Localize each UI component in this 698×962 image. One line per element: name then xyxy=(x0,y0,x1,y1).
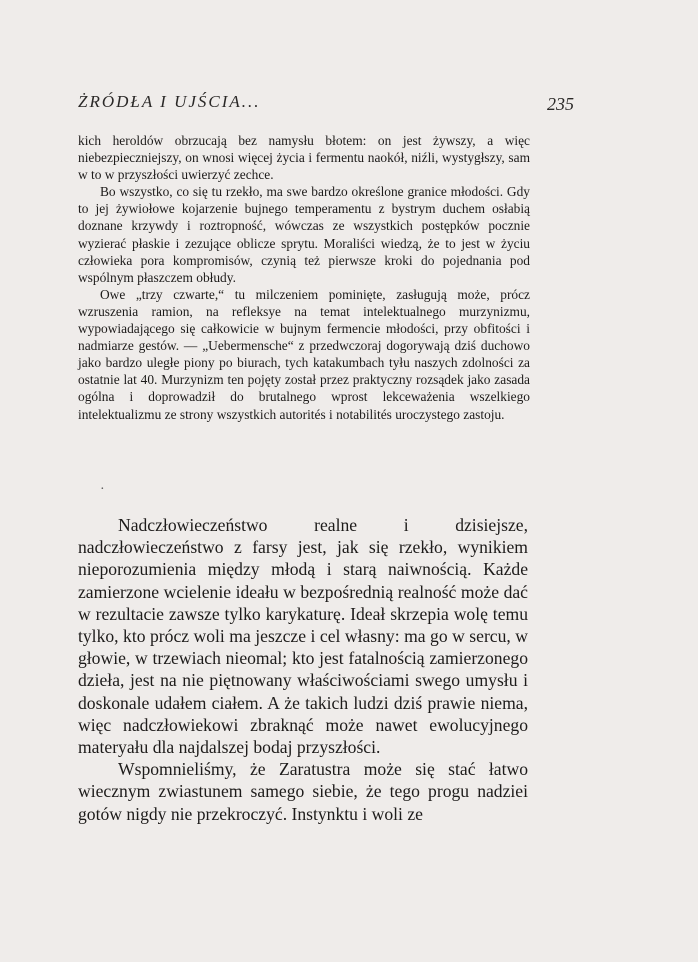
small-paragraph: Owe „trzy czwarte,“ tu milczeniem pominięte, zasługują może, prócz wzruszenia ramion, na refleksye na temat intelektualnego murzynizmu, wypowiadającego się całkowicie w bujnym fermencie młodości, przy obfitości i nadmiarze gestów. — „Uebermensche“ z przedwczoraj dogorywają dziś duchowo jako bardzo uległe piony po biurach, tych katakumbach tyłu naszych zdolności za ostatnie lat 40. Murzynizm ten pojęty został przez praktyczny rozsądek jako zasada ogólna i doprowadził do brutalnego wprost lekceważenia wszelkiego intelektualizmu ze strony wszystkich autorités i notabilités uroczystego zastoju. xyxy=(78,286,530,422)
page-header xyxy=(78,92,574,122)
small-paragraph: kich heroldów obrzucają bez namysłu błotem: on jest żywszy, a więc niebezpieczniejszy, on wnosi więcej życia i fermentu naokół, niźli, wystygłszy, sam w to w przyszłości uwierzyć zechce. xyxy=(78,133,530,183)
section-separator-dot: · xyxy=(100,482,105,497)
main-paragraph: Nadczłowieczeństwo realne i dzisiejsze, nadczłowieczeństwo z farsy jest, jak się rzekło, wynikiem nieporozumienia między młodą i starą naiwnością. Każde zamierzone wcielenie ideału w bezpośrednią realność może dać w rezultacie zawsze tylko karykaturę. Ideał skrzepia wolę temu tylko, kto prócz woli ma jeszcze i cel własny: ma go w sercu, w głowie, w trzewiach nieomal; kto jest fatalnością zamierzonego dzieła, jest na nie piętnowany właściwościami swego umysłu i doskonale udałem ciałem. A że takich ludzi dziś prawie niema, więc nadczłowiekowi zbraknąć może nawet ewolucyjnego materyału dla najdalszej bodaj przyszłości. xyxy=(78,515,528,758)
main-text-section xyxy=(78,514,528,825)
small-print-section xyxy=(78,132,530,423)
page-number: 235 xyxy=(547,94,574,114)
small-paragraph: Bo wszystko, co się tu rzekło, ma swe bardzo określone granice młodości. Gdy to jej żywiołowe kojarzenie bujnego temperamentu z bystrym duchem osłabią doznane krzywdy i roztropność, wówczas ze wszystkich postępków pocznie wyzierać płaskie i zezujące oblicze sprytu. Moraliści wiedzą, że to jest w życiu człowieka pora kompromisów, czynią też pierwsze kroki do pojednania pod wspólnym płaszczem obłudy. xyxy=(78,184,530,285)
running-title: ŻRÓDŁA I UJŚCIA... xyxy=(78,92,261,111)
main-paragraph: Wspomnieliśmy, że Zaratustra może się stać łatwo wiecznym zwiastunem samego siebie, że tego progu nadziei gotów nigdy nie przekroczyć. Instynktu i woli ze xyxy=(78,759,528,824)
